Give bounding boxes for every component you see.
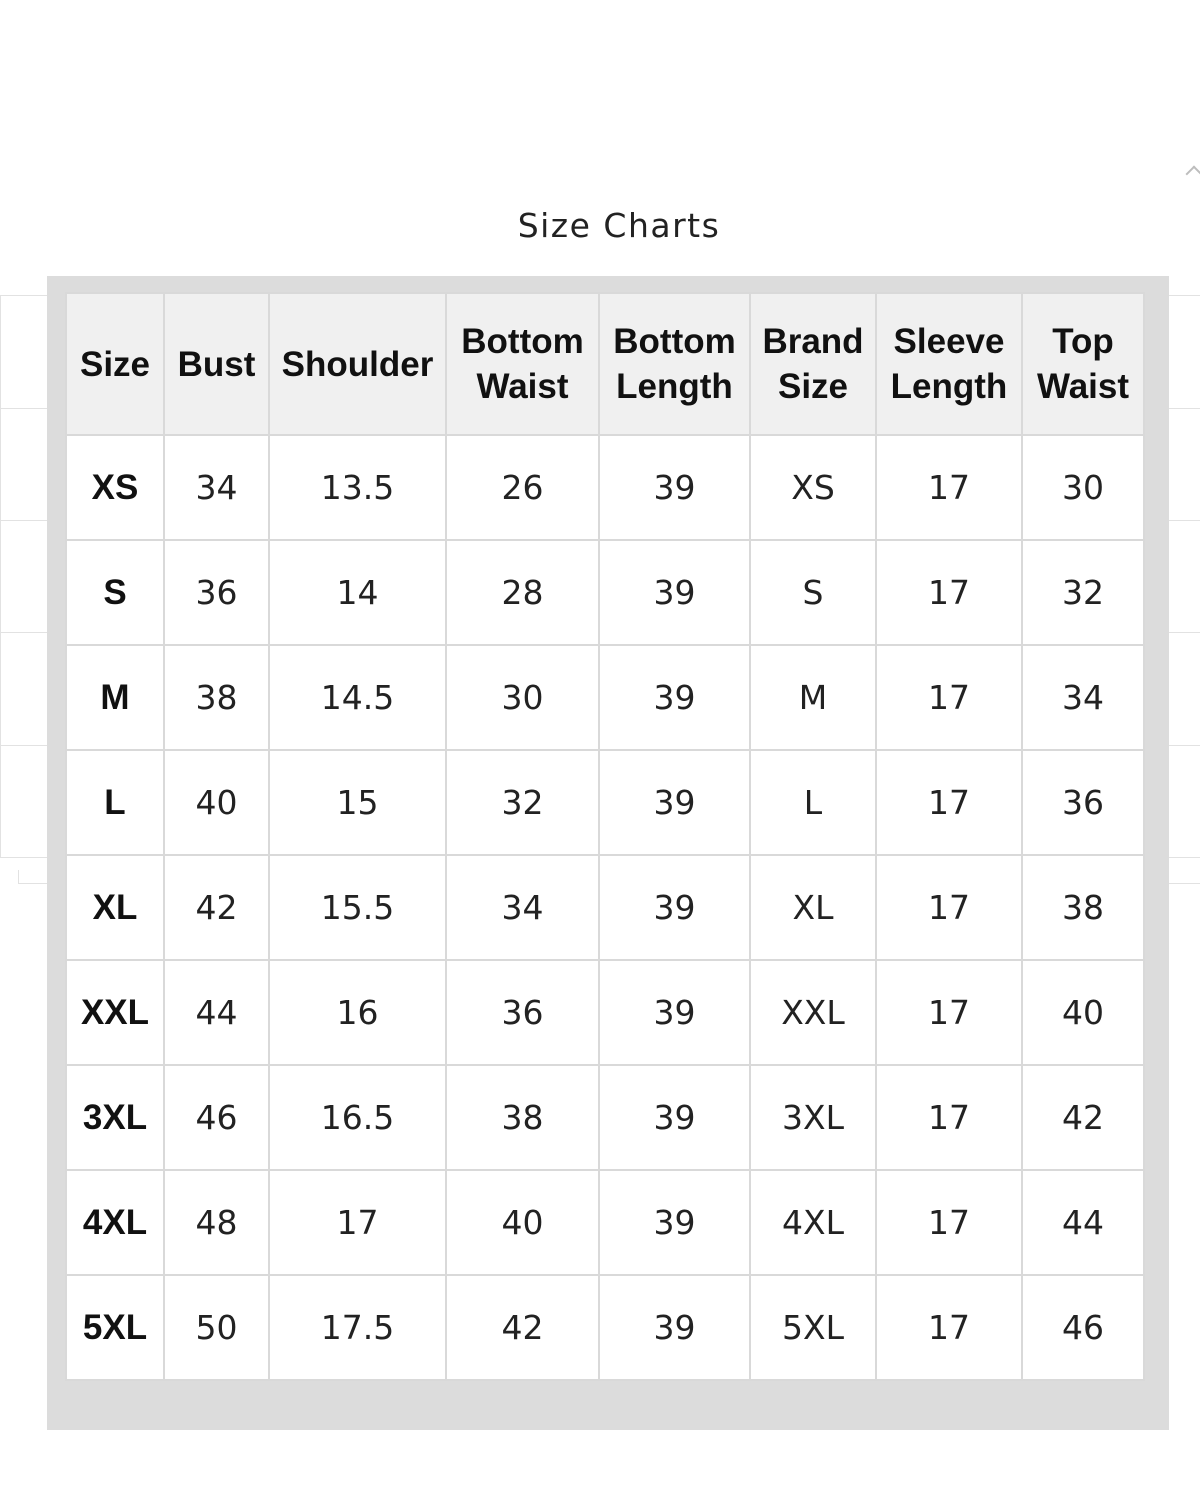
column-header-sleeve-length: Sleeve Length xyxy=(876,293,1022,435)
bust-cell: 36 xyxy=(164,540,269,645)
top-waist-cell: 34 xyxy=(1022,645,1144,750)
sleeve-length-cell: 17 xyxy=(876,855,1022,960)
top-waist-cell: 44 xyxy=(1022,1170,1144,1275)
bottom-waist-cell: 28 xyxy=(446,540,599,645)
size-cell: XS xyxy=(66,435,164,540)
sleeve-length-cell: 17 xyxy=(876,1170,1022,1275)
bottom-length-cell: 39 xyxy=(599,750,750,855)
shoulder-cell: 13.5 xyxy=(269,435,446,540)
table-row xyxy=(66,855,1144,960)
column-header-shoulder: Shoulder xyxy=(269,293,446,435)
corner-arrow-icon xyxy=(1186,166,1200,183)
bust-cell: 40 xyxy=(164,750,269,855)
column-header-top-waist: Top Waist xyxy=(1022,293,1144,435)
column-header-bottom-waist: Bottom Waist xyxy=(446,293,599,435)
bottom-length-cell: 39 xyxy=(599,645,750,750)
bottom-length-cell: 39 xyxy=(599,1170,750,1275)
size-cell: L xyxy=(66,750,164,855)
brand-size-cell: M xyxy=(750,645,876,750)
bottom-waist-cell: 26 xyxy=(446,435,599,540)
shoulder-cell: 15.5 xyxy=(269,855,446,960)
bottom-waist-cell: 34 xyxy=(446,855,599,960)
top-waist-cell: 38 xyxy=(1022,855,1144,960)
column-header-bust: Bust xyxy=(164,293,269,435)
top-waist-cell: 46 xyxy=(1022,1275,1144,1380)
brand-size-cell: 5XL xyxy=(750,1275,876,1380)
table-row xyxy=(66,960,1144,1065)
size-cell: XXL xyxy=(66,960,164,1065)
shoulder-cell: 14.5 xyxy=(269,645,446,750)
bottom-waist-cell: 36 xyxy=(446,960,599,1065)
bottom-length-cell: 39 xyxy=(599,435,750,540)
sleeve-length-cell: 17 xyxy=(876,1275,1022,1380)
size-chart-frame xyxy=(47,276,1169,1430)
size-cell: M xyxy=(66,645,164,750)
brand-size-cell: XXL xyxy=(750,960,876,1065)
brand-size-cell: 4XL xyxy=(750,1170,876,1275)
bust-cell: 44 xyxy=(164,960,269,1065)
size-cell: 5XL xyxy=(66,1275,164,1380)
table-row xyxy=(66,750,1144,855)
bust-cell: 38 xyxy=(164,645,269,750)
size-cell: S xyxy=(66,540,164,645)
bottom-length-cell: 39 xyxy=(599,1275,750,1380)
header-row xyxy=(66,293,1144,435)
top-waist-cell: 36 xyxy=(1022,750,1144,855)
bust-cell: 42 xyxy=(164,855,269,960)
table-row xyxy=(66,540,1144,645)
page-title: Size Charts xyxy=(517,206,721,245)
top-waist-cell: 40 xyxy=(1022,960,1144,1065)
bottom-waist-cell: 32 xyxy=(446,750,599,855)
bottom-length-cell: 39 xyxy=(599,855,750,960)
top-waist-cell: 30 xyxy=(1022,435,1144,540)
sleeve-length-cell: 17 xyxy=(876,750,1022,855)
shoulder-cell: 15 xyxy=(269,750,446,855)
sleeve-length-cell: 17 xyxy=(876,645,1022,750)
size-cell: 4XL xyxy=(66,1170,164,1275)
sleeve-length-cell: 17 xyxy=(876,1065,1022,1170)
size-cell: 3XL xyxy=(66,1065,164,1170)
sleeve-length-cell: 17 xyxy=(876,435,1022,540)
brand-size-cell: 3XL xyxy=(750,1065,876,1170)
column-header-size: Size xyxy=(66,293,164,435)
brand-size-cell: XS xyxy=(750,435,876,540)
bottom-waist-cell: 40 xyxy=(446,1170,599,1275)
bust-cell: 46 xyxy=(164,1065,269,1170)
bust-cell: 48 xyxy=(164,1170,269,1275)
bottom-waist-cell: 38 xyxy=(446,1065,599,1170)
top-waist-cell: 32 xyxy=(1022,540,1144,645)
table-row xyxy=(66,1275,1144,1380)
table-row xyxy=(66,1065,1144,1170)
size-chart-table xyxy=(65,292,1145,1381)
shoulder-cell: 14 xyxy=(269,540,446,645)
size-cell: XL xyxy=(66,855,164,960)
bottom-length-cell: 39 xyxy=(599,1065,750,1170)
bust-cell: 50 xyxy=(164,1275,269,1380)
table-row xyxy=(66,645,1144,750)
top-waist-cell: 42 xyxy=(1022,1065,1144,1170)
sleeve-length-cell: 17 xyxy=(876,960,1022,1065)
sleeve-length-cell: 17 xyxy=(876,540,1022,645)
shoulder-cell: 17 xyxy=(269,1170,446,1275)
column-header-bottom-length: Bottom Length xyxy=(599,293,750,435)
shoulder-cell: 16 xyxy=(269,960,446,1065)
bottom-length-cell: 39 xyxy=(599,960,750,1065)
brand-size-cell: L xyxy=(750,750,876,855)
bottom-waist-cell: 30 xyxy=(446,645,599,750)
column-header-brand-size: Brand Size xyxy=(750,293,876,435)
shoulder-cell: 16.5 xyxy=(269,1065,446,1170)
shoulder-cell: 17.5 xyxy=(269,1275,446,1380)
table-row xyxy=(66,1170,1144,1275)
brand-size-cell: S xyxy=(750,540,876,645)
bust-cell: 34 xyxy=(164,435,269,540)
bottom-length-cell: 39 xyxy=(599,540,750,645)
table-row xyxy=(66,435,1144,540)
brand-size-cell: XL xyxy=(750,855,876,960)
bottom-waist-cell: 42 xyxy=(446,1275,599,1380)
background-line xyxy=(18,870,19,884)
background-line xyxy=(0,295,1,857)
